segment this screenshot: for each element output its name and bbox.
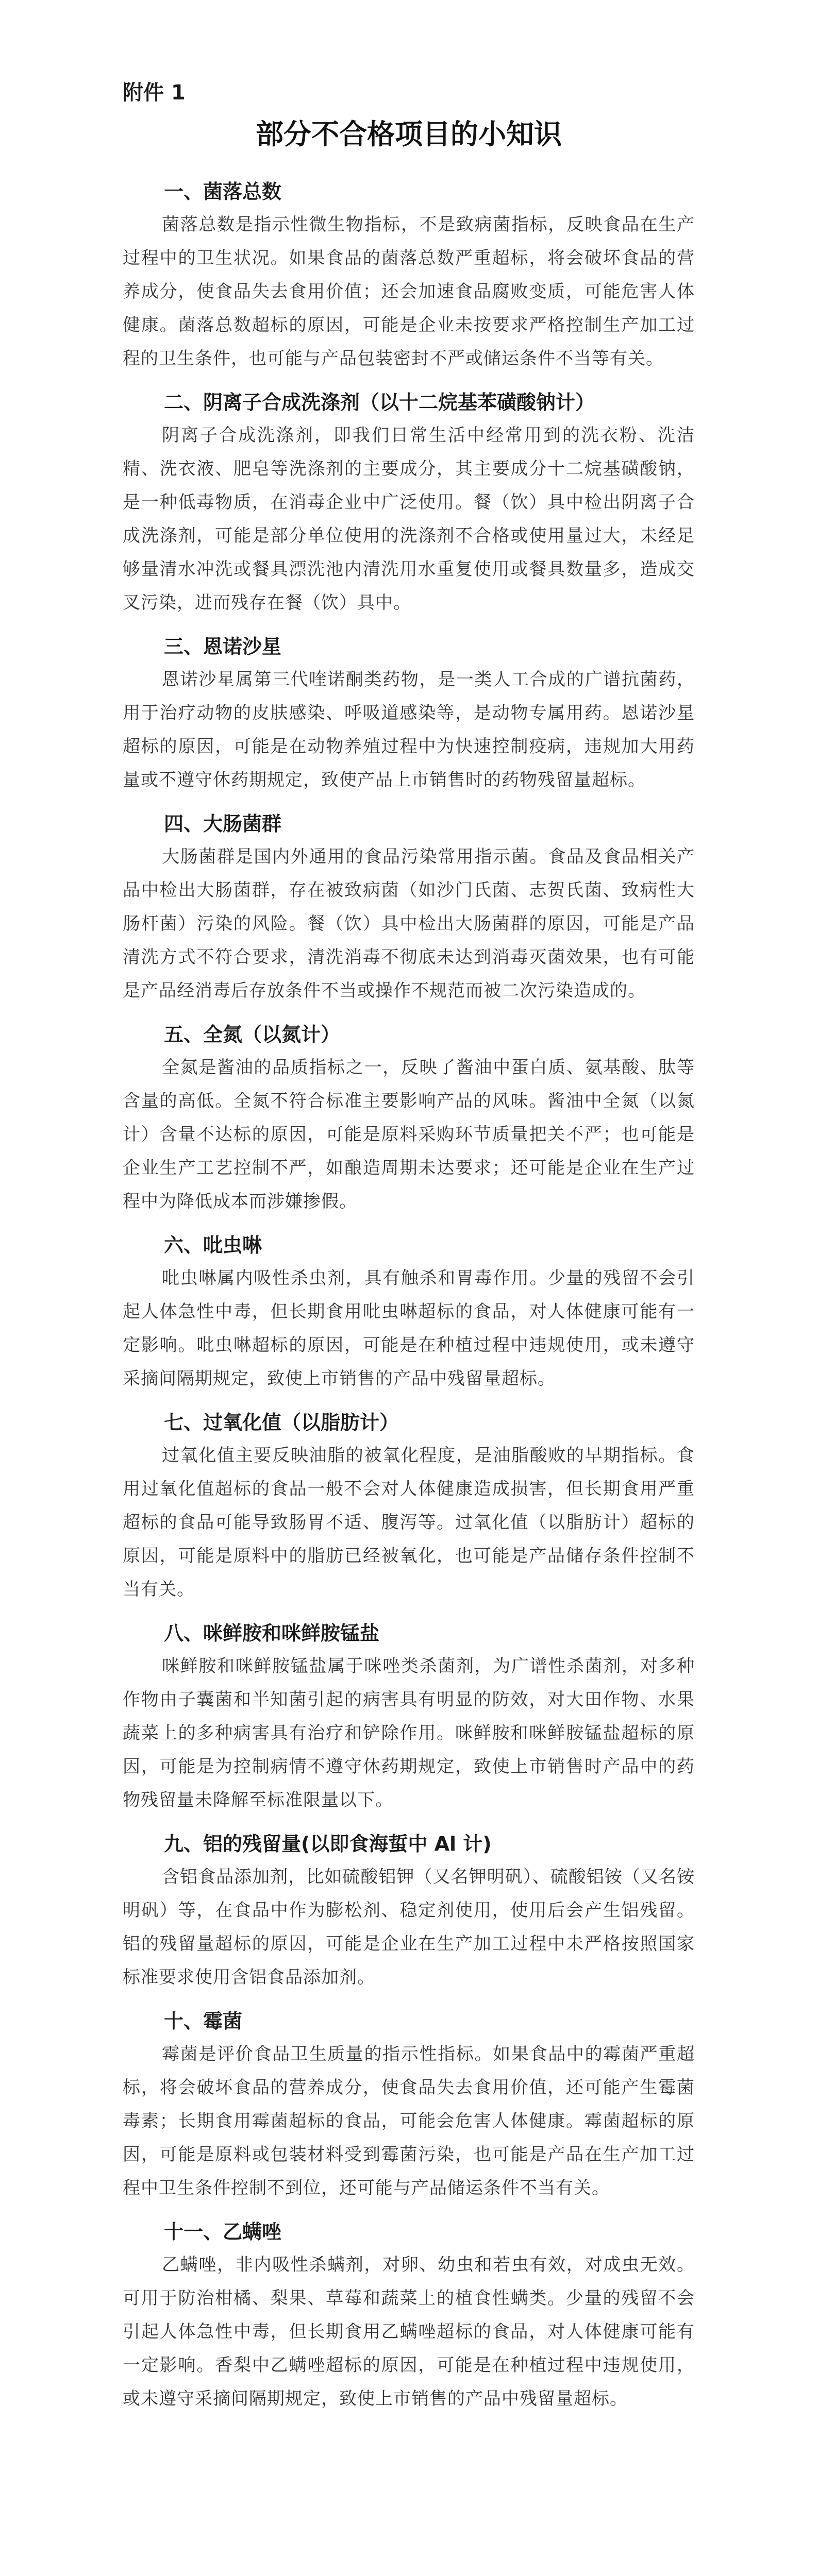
section-paragraph: 乙螨唑，非内吸性杀螨剂，对卵、幼虫和若虫有效，对成虫无效。可用于防治柑橘、梨果、草莓和蔬菜上的植食性螨类。少量的残留不会引起人体急性中毒，但长期食用乙螨唑超标的食品，对人体健康可能有一定影响。香梨中乙螨唑超标的原因，可能是在种植过程中违规使用，或未遵守采摘间隔期规定，致使上市销售的产品中残留量超标。 <box>123 2255 695 2409</box>
section-aluminum-residue <box>123 1827 695 1994</box>
section-paragraph: 全氮是酱油的品质指标之一，反映了酱油中蛋白质、氨基酸、肽等含量的高低。全氮不符合标准主要影响产品的风味。酱油中全氮（以氮计）含量不达标的原因，可能是原料采购环节质量把关不严；也可能是企业生产工艺控制不严，如酿造周期未达要求；还可能是企业在生产过程中为降低成本而涉嫌掺假。 <box>123 1057 695 1212</box>
section-anionic-detergent <box>123 386 695 620</box>
section-imidacloprid <box>123 1229 695 1396</box>
section-heading: 十一、乙螨唑 <box>164 2221 282 2243</box>
attachment-label: 附件 1 <box>123 81 186 105</box>
section-heading: 六、吡虫啉 <box>164 1234 262 1257</box>
section-enrofloxacin <box>123 630 695 797</box>
section-peroxide-value <box>123 1406 695 1606</box>
section-heading: 七、过氧化值（以脂肪计） <box>164 1411 399 1434</box>
section-heading: 十、霉菌 <box>164 2010 243 2032</box>
section-paragraph: 过氧化值主要反映油脂的被氧化程度，是油脂酸败的早期指标。食用过氧化值超标的食品一般不会对人体健康造成损害，但长期食用严重超标的食品可能导致肠胃不适、腹泻等。过氧化值（以脂肪计）超标的原因，可能是原料中的脂肪已经被氧化，也可能是产品储存条件控制不当有关。 <box>123 1445 695 1600</box>
section-heading: 三、恩诺沙星 <box>164 635 282 658</box>
section-paragraph: 含铝食品添加剂，比如硫酸铝钾（又名钾明矾）、硫酸铝铵（又名铵明矾）等，在食品中作为膨松剂、稳定剂使用，使用后会产生铝残留。铝的残留量超标的原因，可能是企业在生产加工过程中未严格按照国家标准要求使用含铝食品添加剂。 <box>123 1867 695 1988</box>
section-heading: 一、菌落总数 <box>164 180 282 203</box>
document-title: 部分不合格项目的小知识 <box>256 117 562 150</box>
section-heading: 九、铝的残留量(以即食海蜇中 Al 计) <box>164 1833 492 1855</box>
section-paragraph: 恩诺沙星属第三代喹诺酮类药物，是一类人工合成的广谱抗菌药，用于治疗动物的皮肤感染、呼吸道感染等，是动物专属用药。恩诺沙星超标的原因，可能是在动物养殖过程中为快速控制疫病，违规加大用药量或不遵守休药期规定，致使产品上市销售时的药物残留量超标。 <box>123 669 695 790</box>
section-mold <box>123 2005 695 2205</box>
section-heading: 八、咪鲜胺和咪鲜胺锰盐 <box>164 1622 380 1645</box>
section-paragraph: 阴离子合成洗涤剂，即我们日常生活中经常用到的洗衣粉、洗洁精、洗衣液、肥皂等洗涤剂的主要成分，其主要成分十二烷基磺酸钠，是一种低毒物质，在消毒企业中广泛使用。餐（饮）具中检出阴离子合成洗涤剂，可能是部分单位使用的洗涤剂不合格或使用量过大，未经足够量清水冲洗或餐具漂洗池内清洗用水重复使用或餐具数量多，造成交叉污染，进而残存在餐（饮）具中。 <box>123 425 695 613</box>
section-paragraph: 吡虫啉属内吸性杀虫剂，具有触杀和胃毒作用。少量的残留不会引起人体急性中毒，但长期食用吡虫啉超标的食品，对人体健康可能有一定影响。吡虫啉超标的原因，可能是在种植过程中违规使用，或未遵守采摘间隔期规定，致使上市销售的产品中残留量超标。 <box>123 1268 695 1389</box>
section-paragraph: 大肠菌群是国内外通用的食品污染常用指示菌。食品及食品相关产品中检出大肠菌群，存在被致病菌（如沙门氏菌、志贺氏菌、致病性大肠杆菌）污染的风险。餐（饮）具中检出大肠菌群的原因，可能是产品清洗方式不符合要求，清洗消毒不彻底未达到消毒灭菌效果，也有可能是产品经消毒后存放条件不当或操作不规范而被二次污染造成的。 <box>123 846 695 1001</box>
document-page <box>123 77 695 2426</box>
section-paragraph: 菌落总数是指示性微生物指标，不是致病菌指标，反映食品在生产过程中的卫生状况。如果食品的菌落总数严重超标，将会破坏食品的营养成分，使食品失去食用价值；还会加速食品腐败变质，可能危害人体健康。菌落总数超标的原因，可能是企业未按要求严格控制生产加工过程的卫生条件，也可能与产品包装密封不严或储运条件不当等有关。 <box>123 214 695 369</box>
section-prochloraz <box>123 1617 695 1817</box>
section-total-nitrogen <box>123 1018 695 1218</box>
section-heading: 四、大肠菌群 <box>164 812 282 835</box>
section-heading: 二、阴离子合成洗涤剂（以十二烷基苯磺酸钠计） <box>164 391 595 414</box>
section-paragraph: 咪鲜胺和咪鲜胺锰盐属于咪唑类杀菌剂，为广谱性杀菌剂，对多种作物由子囊菌和半知菌引起的病害具有明显的防效，对大田作物、水果蔬菜上的多种病害具有治疗和铲除作用。咪鲜胺和咪鲜胺锰盐超标的原因，可能是为控制病情不遵守休药期规定，致使上市销售时产品中的药物残留量未降解至标准限量以下。 <box>123 1656 695 1810</box>
section-total-colony-count <box>123 175 695 376</box>
section-coliform <box>123 807 695 1008</box>
section-paragraph: 霉菌是评价食品卫生质量的指示性指标。如果食品中的霉菌严重超标，将会破坏食品的营养成分，使食品失去食用价值，还可能产生霉菌毒素；长期食用霉菌超标的食品，可能会危害人体健康。霉菌超标的原因，可能是原料或包装材料受到霉菌污染，也可能是产品在生产加工过程中卫生条件控制不到位，还可能与产品储运条件不当有关。 <box>123 2044 695 2198</box>
section-heading: 五、全氮（以氮计） <box>164 1023 341 1046</box>
section-etoxazole <box>123 2215 695 2416</box>
